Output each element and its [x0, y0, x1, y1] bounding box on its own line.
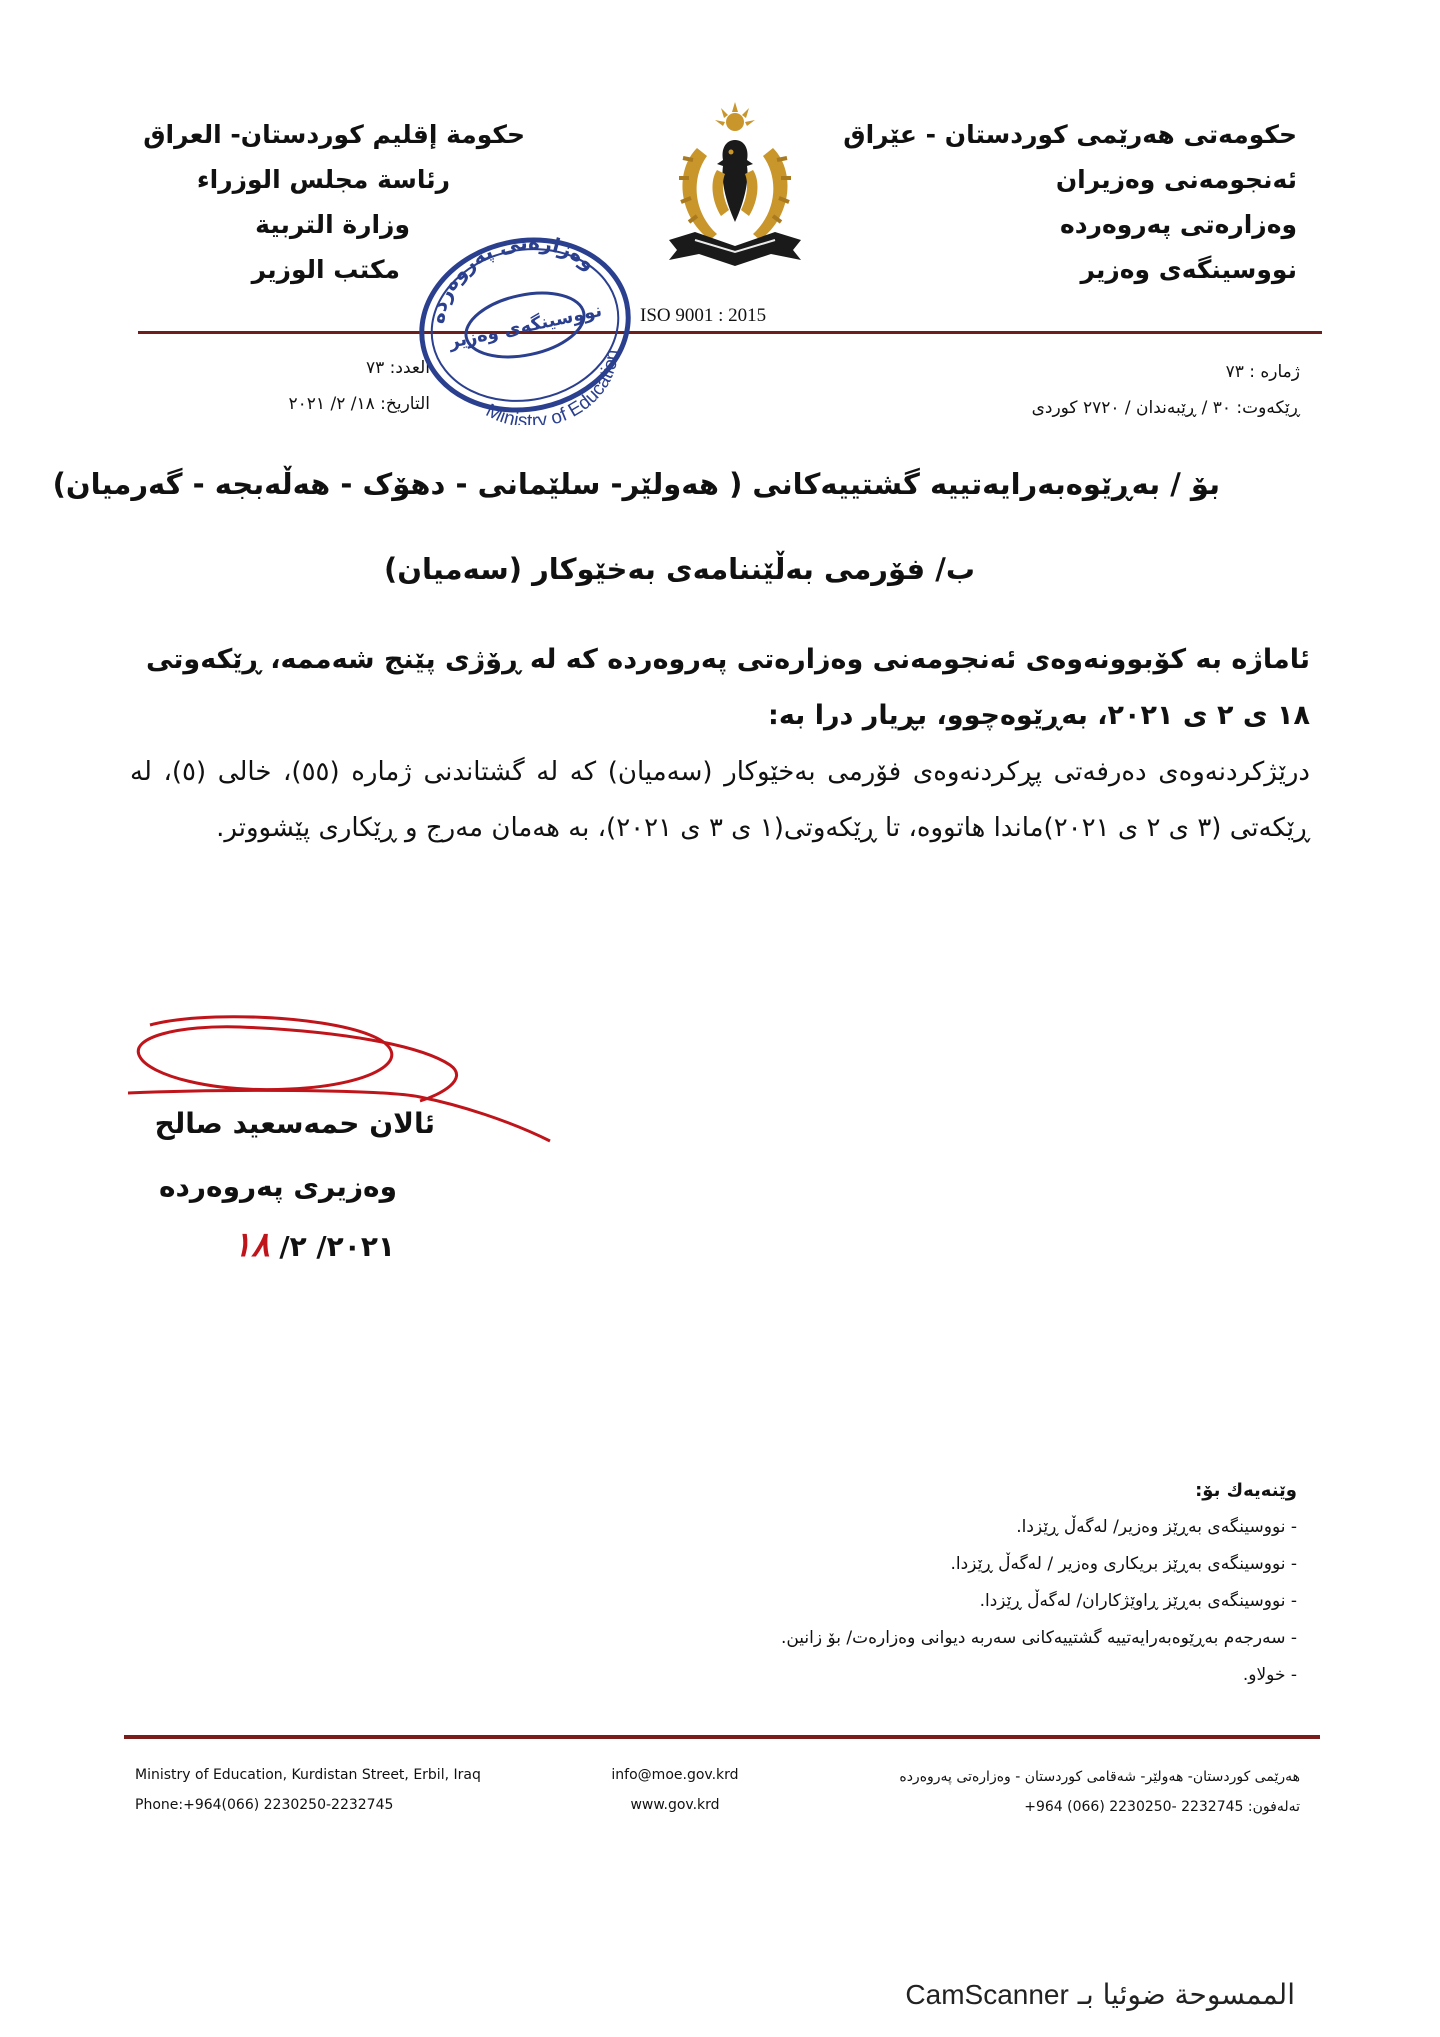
- ministry-stamp: [405, 225, 645, 425]
- document-number-ar: العدد: ٧٣: [366, 358, 430, 378]
- footer-address-en: Ministry of Education, Kurdistan Street, Erbil, Iraq: [135, 1767, 481, 1783]
- signature-date: [175, 1225, 395, 1265]
- document-date-ar: التاريخ: ١٨/ ٢/ ٢٠٢١: [288, 394, 430, 414]
- header-right-line-4: نووسینگەی وەزیر: [1080, 255, 1297, 284]
- kurdistan-emblem-icon: [655, 100, 815, 275]
- subject-line: ب/ فۆرمی بەڵێننامەی بەخێوکار (سەمیان): [383, 552, 975, 586]
- footer-phone-ku: [840, 1792, 1300, 1822]
- cc-item: - نووسینگەی بەڕێز ڕاوێژکاران/ لەگەڵ ڕێزدا.: [979, 1591, 1297, 1611]
- footer-left: [135, 1760, 535, 1820]
- footer-center: [590, 1760, 760, 1820]
- cc-item: - نووسینگەی بەڕێز بریکاری وەزیر / لەگەڵ ڕێزدا.: [950, 1554, 1297, 1574]
- cc-item: - خولاو.: [1242, 1665, 1297, 1685]
- cc-item: - سەرجەم بەڕێوەبەرایەتییە گشتییەکانی سەربە دیوانی وەزارەت/ بۆ زانین.: [780, 1628, 1297, 1648]
- document-number-ku: ژمارە : ٧٣: [1225, 362, 1300, 382]
- signatory-name: ئالان حمەسعید صالح: [154, 1107, 435, 1140]
- cc-block: [597, 1480, 1297, 1694]
- scanner-watermark: [775, 1978, 1295, 2011]
- footer-website[interactable]: www.gov.krd: [630, 1797, 720, 1813]
- footer-phone-number: +964 (066) 2230250- 2232745: [1024, 1799, 1244, 1815]
- footer-divider: [124, 1735, 1320, 1739]
- footer-email[interactable]: info@moe.gov.krd: [611, 1767, 739, 1783]
- footer-phone-en: Phone:+964(066) 2230250-2232745: [135, 1797, 394, 1813]
- scanner-prefix: الممسوحة ضوئيا بـ: [1077, 1978, 1295, 2011]
- signature-date-printed: ٢٠٢١/ ٢/: [269, 1230, 395, 1263]
- cc-heading: وێنەیەك بۆ:: [1195, 1480, 1297, 1501]
- footer-phone-label: تەلەفون:: [1247, 1799, 1300, 1815]
- signatory-title: وەزیری پەروەردە: [159, 1170, 397, 1203]
- header-left-line-2: رئاسة مجلس الوزراء: [196, 165, 450, 194]
- header-right-block: [837, 112, 1297, 292]
- iso-certification: ISO 9001 : 2015: [640, 305, 767, 326]
- footer-right: [840, 1762, 1300, 1822]
- meta-right: [940, 354, 1300, 426]
- header-right-line-2: ئەنجومەنی وەزیران: [1055, 165, 1297, 194]
- header-divider: [138, 331, 1322, 334]
- signature-date-handwritten: ١٨: [233, 1225, 270, 1265]
- header-left-line-4: مكتب الوزير: [251, 255, 400, 284]
- header-left-line-1: حكومة إقليم كوردستان- العراق: [143, 120, 525, 149]
- recipient-line: بۆ / بەڕێوەبەرایەتییە گشتییەکانی ( هەولێر- سلێمانی - دهۆک - هەڵەبجە - گەرمیان): [52, 467, 1220, 501]
- stamp-bottom-text: Ministry of Education: [482, 348, 624, 425]
- letter-body: [130, 632, 1310, 856]
- stamp-middle-text: نووسینگەی وەزیر: [446, 299, 604, 353]
- scanner-brand: CamScanner: [905, 1979, 1069, 2010]
- stamp-top-text: وەزارەتی پەروەردە: [424, 230, 601, 325]
- document-date-ku: ڕێکەوت: ٣٠ / ڕێبەندان / ٢٧٢٠ کوردی: [1031, 398, 1300, 418]
- header-left-line-3: وزارة التربية: [255, 210, 410, 239]
- header-right-line-3: وەزارەتی پەروەردە: [1059, 210, 1297, 239]
- footer-address-ku: هەرێمی کوردستان- هەولێر- شەقامی کوردستان - وەزارەتی پەروەردە: [899, 1769, 1300, 1785]
- header-right-line-1: حکومەتی هەرێمی کوردستان - عێراق: [843, 120, 1297, 149]
- cc-item: - نووسینگەی بەڕێز وەزیر/ لەگەڵ ڕێزدا.: [1016, 1517, 1297, 1537]
- body-paragraph-bold: ئاماژە بە کۆبوونەوەی ئەنجومەنی وەزارەتی پەروەردە کە لە ڕۆژی پێنج شەممە، ڕێکەوتی ١٨ ی ٢ ی ٢٠٢١، بەڕێوەچوو، بڕیار درا بە:: [145, 644, 1310, 731]
- body-paragraph-main: درێژکردنەوەی دەرفەتی پڕکردنەوەی فۆرمی بەخێوکار (سەمیان) کە لە گشتاندنی ژمارە (٥٥)، خالی (٥)، لە ڕێکەتی (٣ ی ٢ ی ٢٠٢١)ماندا هاتووە، تا ڕێکەوتی(١ ی ٣ ی ٢٠٢١)، بە هەمان مەرج و ڕێکاری پێشووتر.: [130, 757, 1310, 843]
